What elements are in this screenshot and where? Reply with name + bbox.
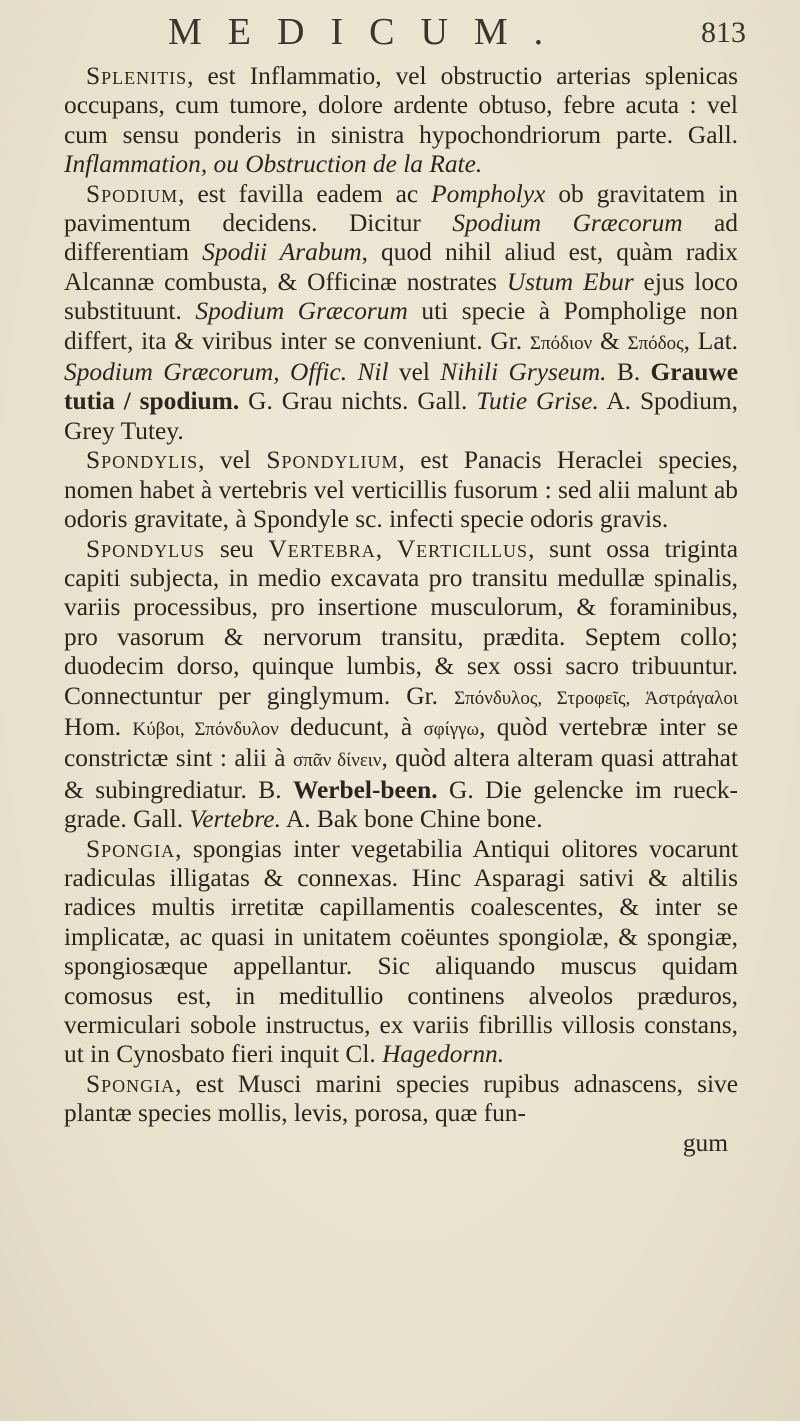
headword: Spondylis	[86, 446, 199, 475]
text-segment: , spongias inter vegetabilia Antiqui olitores vocarunt radiculas illigatas & connexas. Hinc Asparagi sativi & altilis radices multis irretitæ capillamentis coalescentes, & inter se implicatæ, ac quasi in unitatem coëuntes spongiolæ, & spongiæ, spongiosæque appellantur. Sic aliquando muscus quidam comosus est, in meditullio continens alveolos præduros, vermiculari sobole instructus, ex variis fibrillis villosis constans, ut in Cynosbato fieri inquit Cl.	[64, 834, 738, 1069]
greek-term: Σπόδιον	[529, 332, 593, 354]
text-segment: G. Grau nichts. Gall.	[239, 387, 477, 416]
text-segment: uti specie à Pompholige non differt, ita & viribus inter se conveniunt. Gr.	[64, 297, 738, 355]
entry-spodium	[64, 180, 738, 447]
text-segment: G. Die gelencke im rueck-grade. Gall.	[64, 775, 739, 834]
greek-term: Κύβοι, Σπόνδυλον	[132, 718, 279, 740]
headword: Spondylus	[86, 534, 206, 563]
entry-spongia-2	[64, 1070, 738, 1129]
entry-spondylus	[64, 535, 738, 835]
page-header	[0, 10, 800, 60]
italic-term: Spodium Græcorum	[452, 209, 683, 238]
text-segment: , est Musci marini species rupibus adnascens, sive plantæ species mollis, levis, porosa, quæ fun-	[64, 1069, 738, 1128]
blackletter-term: Werbel-been.	[293, 775, 438, 804]
italic-term: Pompholyx	[431, 179, 546, 208]
text-segment: ob gravitatem in pavimentum decidens. Dicitur	[64, 179, 738, 238]
headword: Spongia	[86, 834, 176, 863]
text-segment: A. Spodium, Grey Tutey.	[64, 387, 738, 445]
italic-term: Spodium Græcorum	[195, 297, 408, 326]
catchword: gum	[682, 1128, 728, 1157]
text-segment: Hom.	[64, 712, 133, 741]
italic-term: Vertebre.	[189, 805, 281, 834]
text-segment: , est favilla eadem ac	[178, 179, 432, 208]
headword: Spodium	[86, 179, 179, 208]
text-segment: &	[592, 326, 628, 355]
text-segment: , quòd altera alteram quasi attrahat & subingrediatur. B.	[64, 744, 739, 804]
text-segment: deducunt, à	[278, 712, 424, 741]
text-segment: , quod nihil aliud est, quàm radix Alcannæ combusta, & Officinæ nostrates	[64, 238, 739, 296]
text-segment: B.	[606, 358, 651, 387]
text-segment: A. Bak bone Chine bone.	[280, 805, 543, 834]
italic-term: Spodium Græcorum, Offic. Nil	[64, 358, 389, 387]
headword: Vertebra	[268, 534, 376, 563]
blackletter-term: Grauwe tutia / spodium.	[64, 358, 738, 416]
headword: Splenitis	[86, 62, 188, 90]
definition-text: , est Inflammatio, vel obstructio arterias splenicas occupans, cum tumore, dolore ardente obtuso, febre acuta : vel cum sensu ponderis in sinistra hypochondriorum parte. Gall.	[64, 62, 738, 149]
italic-term: Hagedornn.	[382, 1040, 505, 1069]
italic-term: Ustum Ebur	[506, 267, 634, 296]
text-segment: ,	[375, 534, 397, 563]
text-segment: , vel	[198, 446, 267, 475]
text-segment: vel	[388, 358, 441, 387]
headword: Spondylium	[266, 446, 399, 475]
headword: Verticillus	[396, 534, 529, 563]
greek-term: Σπόνδυλος, Στροφεῖς, Ἀστράγαλοι	[454, 687, 738, 709]
running-title: MEDICUM.	[168, 11, 570, 53]
text-segment: , sunt ossa triginta capiti subjecta, in medio excavata pro transitu medullæ spinalis, variis processibus, pro insertione musculorum, & foraminibus, pro vasorum & nervorum transitu, prædita. Septem collo; duodecim dorso, quinque lumbis, & sex ossi sacro tribuuntur. Connectuntur per ginglymum. Gr.	[64, 534, 738, 710]
greek-term: σπᾶν δίνειν	[292, 750, 382, 772]
text-segment: , est Panacis Heraclei species, nomen habet à vertebris vel verticillis fusorum : sed alii malunt ab odoris gravitate, à Spondyle sc. infecti specie odoris gravis.	[64, 446, 738, 534]
entry-spongia-1	[64, 835, 738, 1070]
greek-term: Σπόδος	[627, 332, 684, 354]
italic-term: Nihili Gryseum.	[440, 358, 607, 387]
entry-spondylis	[64, 446, 738, 534]
greek-term: σφίγγω	[423, 718, 480, 740]
page-number: 813	[701, 16, 746, 49]
italic-term: Spodii Arabum	[202, 238, 362, 267]
french-translation: Inflammation, ou Obstruction de la Rate.	[64, 150, 483, 179]
italic-term: Tutie Grise.	[476, 387, 599, 416]
text-segment: , Lat.	[683, 326, 738, 355]
dictionary-text	[64, 62, 738, 1158]
text-segment: seu	[205, 534, 269, 563]
text-segment: ad differentiam	[64, 209, 738, 267]
text-segment: , quòd vertebræ inter se constrictæ sint : alii à	[64, 712, 739, 773]
entry-splenitis	[64, 62, 738, 180]
text-segment: ejus loco substituunt.	[64, 267, 738, 326]
headword: Spongia	[86, 1069, 176, 1098]
